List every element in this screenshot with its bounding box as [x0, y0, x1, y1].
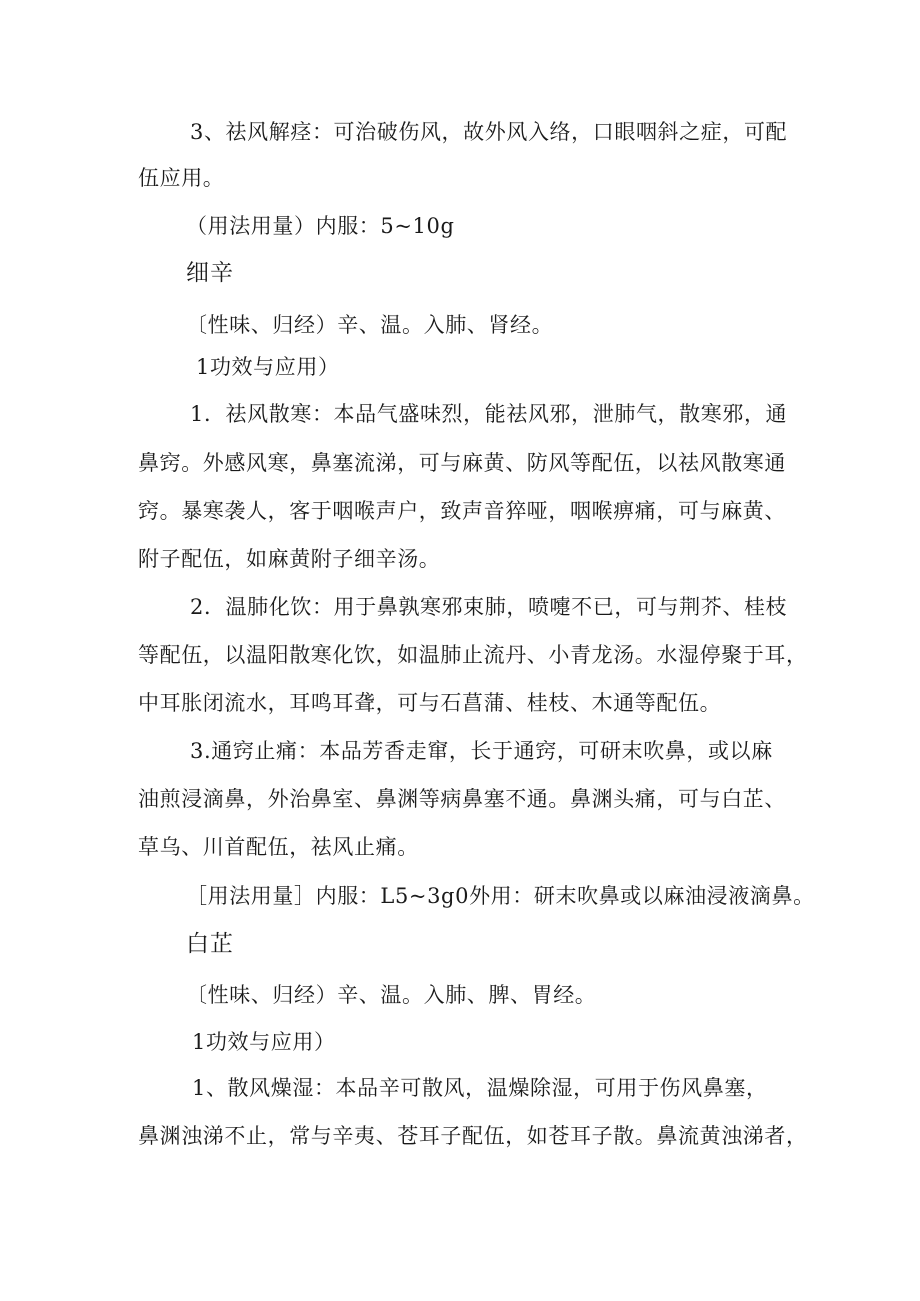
paragraph-line: 3、祛风解痉：可治破伤风，故外风入络，口眼咽斜之症，可配	[190, 120, 788, 144]
nature-meridian-line: 〔性味、归经）辛、温。入肺、肾经。	[186, 313, 554, 337]
paragraph-line: 鼻窍。外感风寒，鼻塞流涕，可与麻黄、防风等配伍，以祛风散寒通	[138, 451, 786, 475]
paragraph-line: 鼻渊浊涕不止，常与辛夷、苍耳子配伍，如苍耳子散。鼻流黄浊涕者，	[138, 1124, 808, 1148]
paragraph-line: 3.通窍止痛：本品芳香走窜，长于通窍，可研末吹鼻，或以麻	[190, 739, 773, 763]
paragraph-line: 2．温肺化饮：用于鼻孰寒邪束肺，喷嚏不已，可与荆芥、桂枝	[190, 595, 788, 619]
usage-dosage-line: ［用法用量］内服：L5~3g0外用：研末吹鼻或以麻油浸液滴鼻。	[186, 884, 815, 908]
usage-dosage-line: （用法用量）内服：5~10g	[186, 214, 455, 238]
paragraph-line: 附子配伍，如麻黄附子细辛汤。	[138, 547, 441, 571]
paragraph-line: 1．祛风散寒：本品气盛味烈，能祛风邪，泄肺气，散寒邪，通	[190, 402, 788, 426]
paragraph-line: 油煎浸滴鼻，外治鼻室、鼻渊等病鼻塞不通。鼻渊头痛，可与白芷、	[138, 787, 786, 811]
paragraph-line: 1、散风燥湿：本品辛可散风，温燥除湿，可用于伤风鼻塞，	[192, 1076, 768, 1100]
paragraph-line: 草乌、川首配伍，祛风止痛。	[138, 835, 419, 859]
subsection-heading: 1功效与应用）	[192, 1030, 336, 1054]
paragraph-line: 等配伍，以温阳散寒化饮，如温肺止流丹、小青龙汤。水湿停聚于耳，	[138, 643, 808, 667]
paragraph-line: 窍。暴寒袭人，客于咽喉声户，致声音猝哑，咽喉痹痛，可与麻黄、	[138, 499, 786, 523]
paragraph-line: 中耳胀闭流水，耳鸣耳聋，可与石菖蒲、桂枝、木通等配伍。	[138, 691, 722, 715]
section-heading: 细辛	[186, 260, 234, 286]
subsection-heading: 1功效与应用）	[196, 355, 340, 379]
nature-meridian-line: 〔性味、归经）辛、温。入肺、脾、胃经。	[186, 983, 597, 1007]
section-heading: 白芷	[186, 931, 234, 957]
paragraph-line: 伍应用。	[138, 166, 225, 190]
